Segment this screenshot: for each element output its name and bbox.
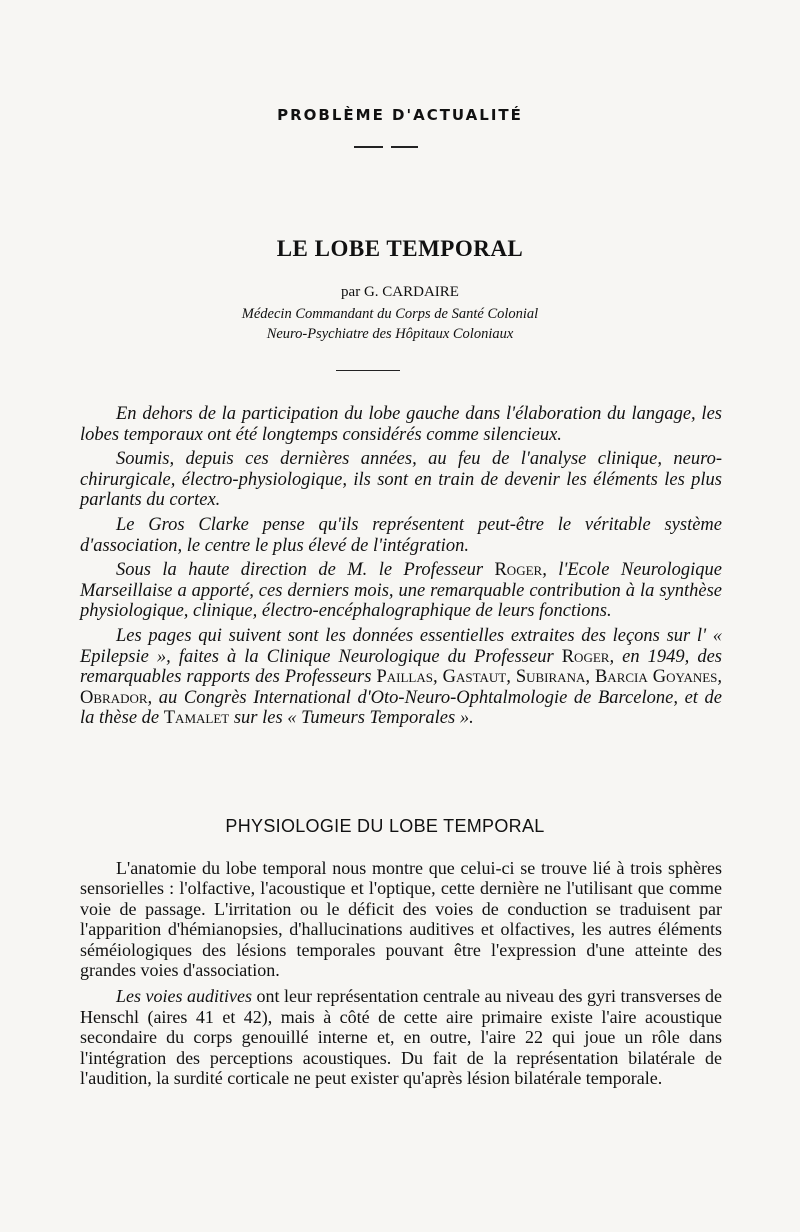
introduction	[80, 404, 722, 733]
emphasis-voies-auditives: Les voies auditives	[116, 986, 253, 1007]
name-gastaut: Gastaut	[442, 667, 507, 688]
name-paillas: Paillas	[376, 667, 433, 688]
name-obrador: Obrador	[80, 687, 148, 708]
name-roger: Roger	[561, 646, 610, 667]
intro-paragraph-2: Soumis, depuis ces dernières années, au feu de l'analyse clinique, neuro-chirurgicale, électro-physiologique, ils sont en train de devenir les éléments les plus parlants du cortex.	[80, 449, 722, 511]
text-run: ont leur représentation centrale au niveau des gyri transverses de Henschl (aires 41 et 42), mais à côté de cette aire primaire existe l'aire acoustique secondaire du corps genouillé interne et, en outre, l'aire 22 qui joue un rôle dans l'intégration des perceptions acoustiques. Du fait de la représentation bilatérale de l'audition, la surdité corticale ne peut exister qu'après lésion bilatérale temporale.	[80, 986, 722, 1089]
text-run: , en 1949, des remarquables rapports des Professeurs	[80, 646, 723, 688]
text-run: ,	[717, 667, 723, 688]
text-run: sur les « Tumeurs Temporales ».	[229, 708, 474, 729]
name-subirana: Subirana	[515, 667, 586, 688]
author-affiliation-2: Neuro-Psychiatre des Hôpitaux Coloniaux	[266, 326, 514, 342]
decorative-rule	[354, 146, 418, 148]
intro-paragraph-4	[80, 560, 722, 622]
article-title: LE LOBE TEMPORAL	[276, 236, 524, 261]
body-paragraph-2	[80, 986, 722, 1088]
author-affiliation-1: Médecin Commandant du Corps de Santé Colonial	[241, 306, 539, 322]
body-paragraph-1: L'anatomie du lobe temporal nous montre que celui-ci se trouve lié à trois sphères sensorielles : l'olfactive, l'acoustique et l'optique, cette dernière ne l'utilisant que comme voie de passage. L'irritation ou le déficit des voies de conduction se traduisent par l'apparition d'hémianopsies, d'hallucinations auditives et olfactives, les autres éléments séméiologiques des lésions temporales pouvant être l'expression d'une atteinte des grandes voies d'association.	[80, 858, 722, 981]
separator-rule	[336, 370, 400, 371]
text-run: ,	[432, 667, 443, 688]
intro-paragraph-5	[80, 626, 722, 729]
text-run: , au Congrès International d'Oto-Neuro-Ophtalmologie de Barcelone, et de la thèse de	[80, 687, 722, 729]
intro-paragraph-1: En dehors de la participation du lobe gauche dans l'élaboration du langage, les lobes temporaux ont été longtemps considérés comme silencieux.	[80, 404, 722, 445]
text-run: Sous la haute direction de M. le Professeur	[116, 560, 495, 581]
section-heading: PHYSIOLOGIE DU LOBE TEMPORAL	[225, 816, 545, 836]
name-barcia-goyanes: Barcia Goyanes	[594, 667, 718, 688]
name-roger: Roger	[494, 560, 543, 581]
rubric-heading: PROBLÈME D'ACTUALITÉ	[277, 106, 523, 124]
intro-paragraph-3: Le Gros Clarke pense qu'ils représentent peut-être le véritable système d'association, le centre le plus élevé de l'intégration.	[80, 514, 722, 556]
name-tamalet: Tamalet	[163, 708, 230, 729]
author-byline: par G. CARDAIRE	[341, 284, 459, 300]
text-run: , l'Ecole Neurologique Marseillaise a apporté, ces derniers mois, une remarquable contribution à la synthèse physiologique, clinique, électro-encéphalographique de leurs fonctions.	[80, 560, 722, 622]
text-run: Les pages qui suivent sont les données essentielles extraites des leçons sur l' « Epilepsie », faites à la Clinique Neurologique du Professeur	[80, 625, 722, 667]
text-run: ,	[585, 667, 595, 688]
section-body	[80, 858, 722, 1094]
text-run: ,	[506, 667, 516, 688]
